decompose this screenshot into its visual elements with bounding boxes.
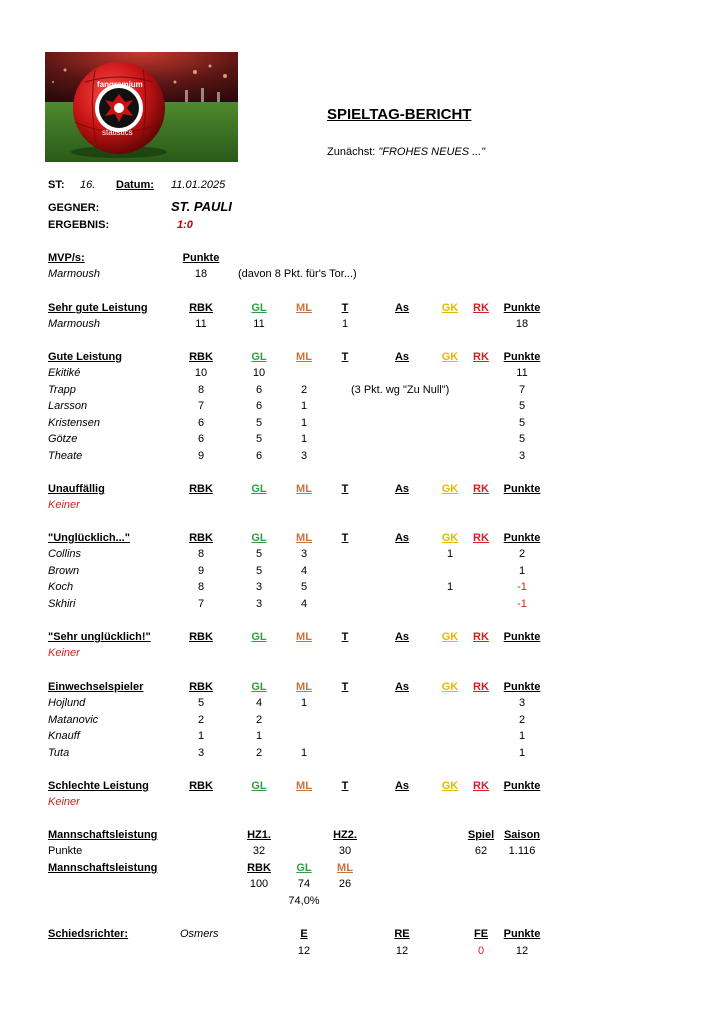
- col-header-gk: GK: [441, 631, 459, 643]
- result-label: ERGEBNIS:: [48, 219, 110, 231]
- mvp-points-header: Punkte: [182, 252, 220, 264]
- player-rbk: 7: [197, 400, 205, 412]
- player-name: Hojlund: [48, 697, 86, 709]
- player-name: Koch: [48, 581, 74, 593]
- col-header-ml: ML: [296, 681, 312, 693]
- mvp-label: MVP/s:: [48, 252, 85, 264]
- player-ml: 2: [300, 383, 308, 396]
- col-header-gl: GL: [251, 681, 267, 693]
- referee-re-label: RE: [394, 928, 410, 940]
- referee-fe: 0: [477, 945, 485, 957]
- player-ml: 1: [300, 400, 308, 412]
- player-points: 5: [518, 400, 526, 412]
- col-header-gl: GL: [251, 351, 267, 363]
- logo-text-top: fangremium: [97, 80, 143, 89]
- player-name: Götze: [48, 433, 78, 445]
- player-rbk: 6: [197, 416, 205, 429]
- col-header-rbk: RBK: [189, 302, 213, 314]
- col-header-rk: RK: [473, 351, 489, 363]
- matchday-label: ST:: [48, 179, 65, 191]
- player-gl: 5: [255, 564, 263, 577]
- col-header-rk: RK: [473, 483, 489, 495]
- col-header-gk: GK: [441, 532, 459, 544]
- section-title-sehr_ungluecklich: "Sehr unglücklich!": [48, 631, 151, 643]
- date-label: Datum:: [116, 179, 154, 191]
- col-header-rk: RK: [473, 302, 489, 314]
- referee-fe-label: FE: [473, 928, 489, 940]
- mvp-points: 18: [194, 268, 208, 280]
- opponent-label: GEGNER:: [48, 202, 100, 214]
- section-none: Keiner: [48, 647, 80, 659]
- player-name: Brown: [48, 564, 80, 577]
- col-header-rk: RK: [473, 631, 489, 643]
- col-header-rbk: RBK: [189, 351, 213, 363]
- col-header-ml: ML: [296, 302, 312, 314]
- col-header-as: As: [394, 780, 410, 792]
- player-rbk: 6: [197, 433, 205, 445]
- player-name: Matanovic: [48, 713, 99, 726]
- player-ml: 5: [300, 581, 308, 593]
- referee-label: Schiedsrichter:: [48, 928, 129, 940]
- col-header-punkte: Punkte: [503, 532, 541, 544]
- team-rbk: 100: [249, 878, 269, 890]
- player-ml: 3: [300, 449, 308, 462]
- col-header-rk: RK: [473, 532, 489, 544]
- section-title-gut: Gute Leistung: [48, 351, 122, 363]
- result-value: 1:0: [177, 219, 193, 231]
- player-gl: 2: [255, 713, 263, 726]
- player-rbk: 10: [194, 367, 208, 379]
- player-gl: 3: [255, 597, 263, 610]
- player-gl: 6: [255, 400, 263, 412]
- player-rbk: 3: [197, 746, 205, 759]
- col-header-punkte: Punkte: [503, 483, 541, 495]
- player-points: -1: [517, 597, 527, 610]
- col-header-gl: GL: [251, 302, 267, 314]
- player-points: 2: [518, 713, 526, 726]
- player-name: Marmoush: [48, 318, 100, 330]
- player-gk: 1: [446, 548, 454, 560]
- col-header-rbk: RBK: [189, 483, 213, 495]
- team-hz2-label: HZ2.: [333, 829, 357, 841]
- referee-punkte-label: Punkte: [503, 928, 541, 940]
- col-header-as: As: [394, 351, 410, 363]
- col-header-gl: GL: [251, 532, 267, 544]
- player-points: 3: [518, 697, 526, 709]
- col-header-gl: GL: [251, 631, 267, 643]
- col-header-rk: RK: [473, 780, 489, 792]
- col-header-t: T: [341, 631, 349, 643]
- col-header-gk: GK: [441, 681, 459, 693]
- col-header-rbk: RBK: [189, 780, 213, 792]
- team-ml-label: ML: [337, 862, 353, 874]
- player-rbk: 7: [197, 597, 205, 610]
- player-rbk: 8: [197, 383, 205, 396]
- col-header-rbk: RBK: [189, 532, 213, 544]
- col-header-punkte: Punkte: [503, 351, 541, 363]
- team-hz1: 32: [252, 845, 266, 857]
- col-header-ml: ML: [296, 532, 312, 544]
- report-subtitle: [327, 145, 485, 159]
- player-ml: 4: [300, 597, 308, 610]
- col-header-t: T: [341, 532, 349, 544]
- col-header-rbk: RBK: [189, 631, 213, 643]
- player-note: (3 Pkt. wg "Zu Null"): [351, 383, 450, 396]
- player-points: 2: [518, 548, 526, 560]
- col-header-rk: RK: [473, 681, 489, 693]
- section-title-einwechsel: Einwechselspieler: [48, 681, 144, 693]
- team-gl-label: GL: [296, 862, 312, 874]
- col-header-gk: GK: [441, 780, 459, 792]
- date-value: 11.01.2025: [171, 179, 226, 191]
- player-rbk: 2: [197, 713, 205, 726]
- player-points: 1: [518, 730, 526, 742]
- referee-e: 12: [297, 945, 311, 957]
- col-header-gk: GK: [441, 351, 459, 363]
- col-header-t: T: [341, 780, 349, 792]
- player-name: Theate: [48, 449, 83, 462]
- player-points: -1: [517, 581, 527, 593]
- col-header-ml: ML: [296, 483, 312, 495]
- col-header-gk: GK: [441, 483, 459, 495]
- player-gl: 10: [252, 367, 266, 379]
- team-title: Mannschaftsleistung: [48, 829, 158, 841]
- player-gk: 1: [446, 581, 454, 593]
- subtitle-prefix: Zunächst:: [327, 146, 379, 158]
- player-gl: 6: [255, 449, 263, 462]
- player-gl: 5: [255, 416, 263, 429]
- player-points: 18: [515, 318, 529, 330]
- player-rbk: 9: [197, 449, 205, 462]
- player-t: 1: [341, 318, 349, 330]
- player-ml: 3: [300, 548, 308, 560]
- referee-re: 12: [395, 945, 409, 957]
- col-header-gl: GL: [251, 780, 267, 792]
- team-saison: 1.116: [508, 845, 536, 857]
- player-ml: 4: [300, 564, 308, 577]
- player-gl: 11: [253, 318, 265, 330]
- team-rbk-label: RBK: [247, 862, 271, 874]
- team-gl: 74: [297, 878, 311, 890]
- section-none: Keiner: [48, 796, 80, 808]
- player-gl: 4: [255, 697, 263, 709]
- section-title-ungluecklich: "Unglücklich...": [48, 532, 130, 544]
- player-points: 5: [518, 433, 526, 445]
- col-header-as: As: [394, 631, 410, 643]
- matchday-value: 16.: [80, 179, 96, 191]
- team-hz1-label: HZ1.: [247, 829, 271, 841]
- logo-text-bottom: statistics: [102, 128, 133, 137]
- section-none: Keiner: [48, 499, 80, 511]
- team-gl-percentage: 74,0%: [288, 895, 320, 907]
- section-title-sehr_gut: Sehr gute Leistung: [48, 302, 148, 314]
- team-spiel-label: Spiel: [467, 829, 495, 841]
- col-header-as: As: [394, 532, 410, 544]
- team-ml: 26: [338, 878, 352, 890]
- player-points: 11: [516, 367, 528, 379]
- player-rbk: 1: [197, 730, 205, 742]
- player-name: Ekitiké: [48, 367, 81, 379]
- player-rbk: 5: [197, 697, 205, 709]
- team-points-label: Punkte: [48, 845, 83, 857]
- team-title-2: Mannschaftsleistung: [48, 862, 158, 874]
- player-points: 5: [518, 416, 526, 429]
- player-points: 3: [518, 449, 526, 462]
- player-ml: 1: [300, 416, 308, 429]
- player-name: Knauff: [48, 730, 80, 742]
- player-ml: 1: [300, 433, 308, 445]
- player-name: Kristensen: [48, 416, 100, 429]
- player-points: 1: [518, 746, 526, 759]
- col-header-gk: GK: [441, 302, 459, 314]
- player-gl: 6: [255, 383, 263, 396]
- col-header-t: T: [341, 681, 349, 693]
- team-saison-label: Saison: [503, 829, 541, 841]
- player-rbk: 8: [197, 548, 205, 560]
- player-gl: 5: [255, 548, 263, 560]
- header-image: [45, 52, 238, 162]
- section-title-schlecht: Schlechte Leistung: [48, 780, 149, 792]
- col-header-rbk: RBK: [189, 681, 213, 693]
- col-header-ml: ML: [296, 351, 312, 363]
- col-header-as: As: [394, 302, 410, 314]
- col-header-as: As: [394, 483, 410, 495]
- team-spiel: 62: [474, 845, 488, 857]
- col-header-gl: GL: [251, 483, 267, 495]
- referee-punkte: 12: [515, 945, 529, 957]
- player-points: 1: [518, 564, 526, 577]
- opponent-value: ST. PAULI: [171, 199, 232, 214]
- mvp-note: (davon 8 Pkt. für's Tor...): [238, 268, 357, 280]
- team-hz2: 30: [338, 845, 352, 857]
- section-title-unauffaellig: Unauffällig: [48, 483, 105, 495]
- player-ml: 1: [300, 697, 308, 709]
- referee-name: Osmers: [180, 928, 219, 940]
- player-ml: 1: [300, 746, 308, 759]
- player-gl: 5: [255, 433, 263, 445]
- col-header-punkte: Punkte: [503, 302, 541, 314]
- col-header-ml: ML: [296, 631, 312, 643]
- player-name: Larsson: [48, 400, 88, 412]
- player-name: Skhiri: [48, 597, 76, 610]
- player-rbk: 11: [195, 318, 207, 330]
- referee-e-label: E: [300, 928, 308, 940]
- player-rbk: 8: [197, 581, 205, 593]
- col-header-t: T: [341, 302, 349, 314]
- mvp-name: Marmoush: [48, 268, 100, 280]
- player-gl: 1: [255, 730, 263, 742]
- subtitle-text: "FROHES NEUES ...": [378, 146, 486, 158]
- col-header-t: T: [341, 351, 349, 363]
- col-header-ml: ML: [296, 780, 312, 792]
- col-header-punkte: Punkte: [503, 780, 541, 792]
- col-header-punkte: Punkte: [503, 681, 541, 693]
- player-name: Tuta: [48, 746, 70, 759]
- player-gl: 2: [255, 746, 263, 759]
- col-header-punkte: Punkte: [503, 631, 541, 643]
- report-title: SPIELTAG-BERICHT: [327, 106, 472, 123]
- player-rbk: 9: [197, 564, 205, 577]
- player-name: Collins: [48, 548, 82, 560]
- col-header-as: As: [394, 681, 410, 693]
- col-header-t: T: [341, 483, 349, 495]
- player-gl: 3: [255, 581, 263, 593]
- player-points: 7: [518, 383, 526, 396]
- player-name: Trapp: [48, 383, 76, 396]
